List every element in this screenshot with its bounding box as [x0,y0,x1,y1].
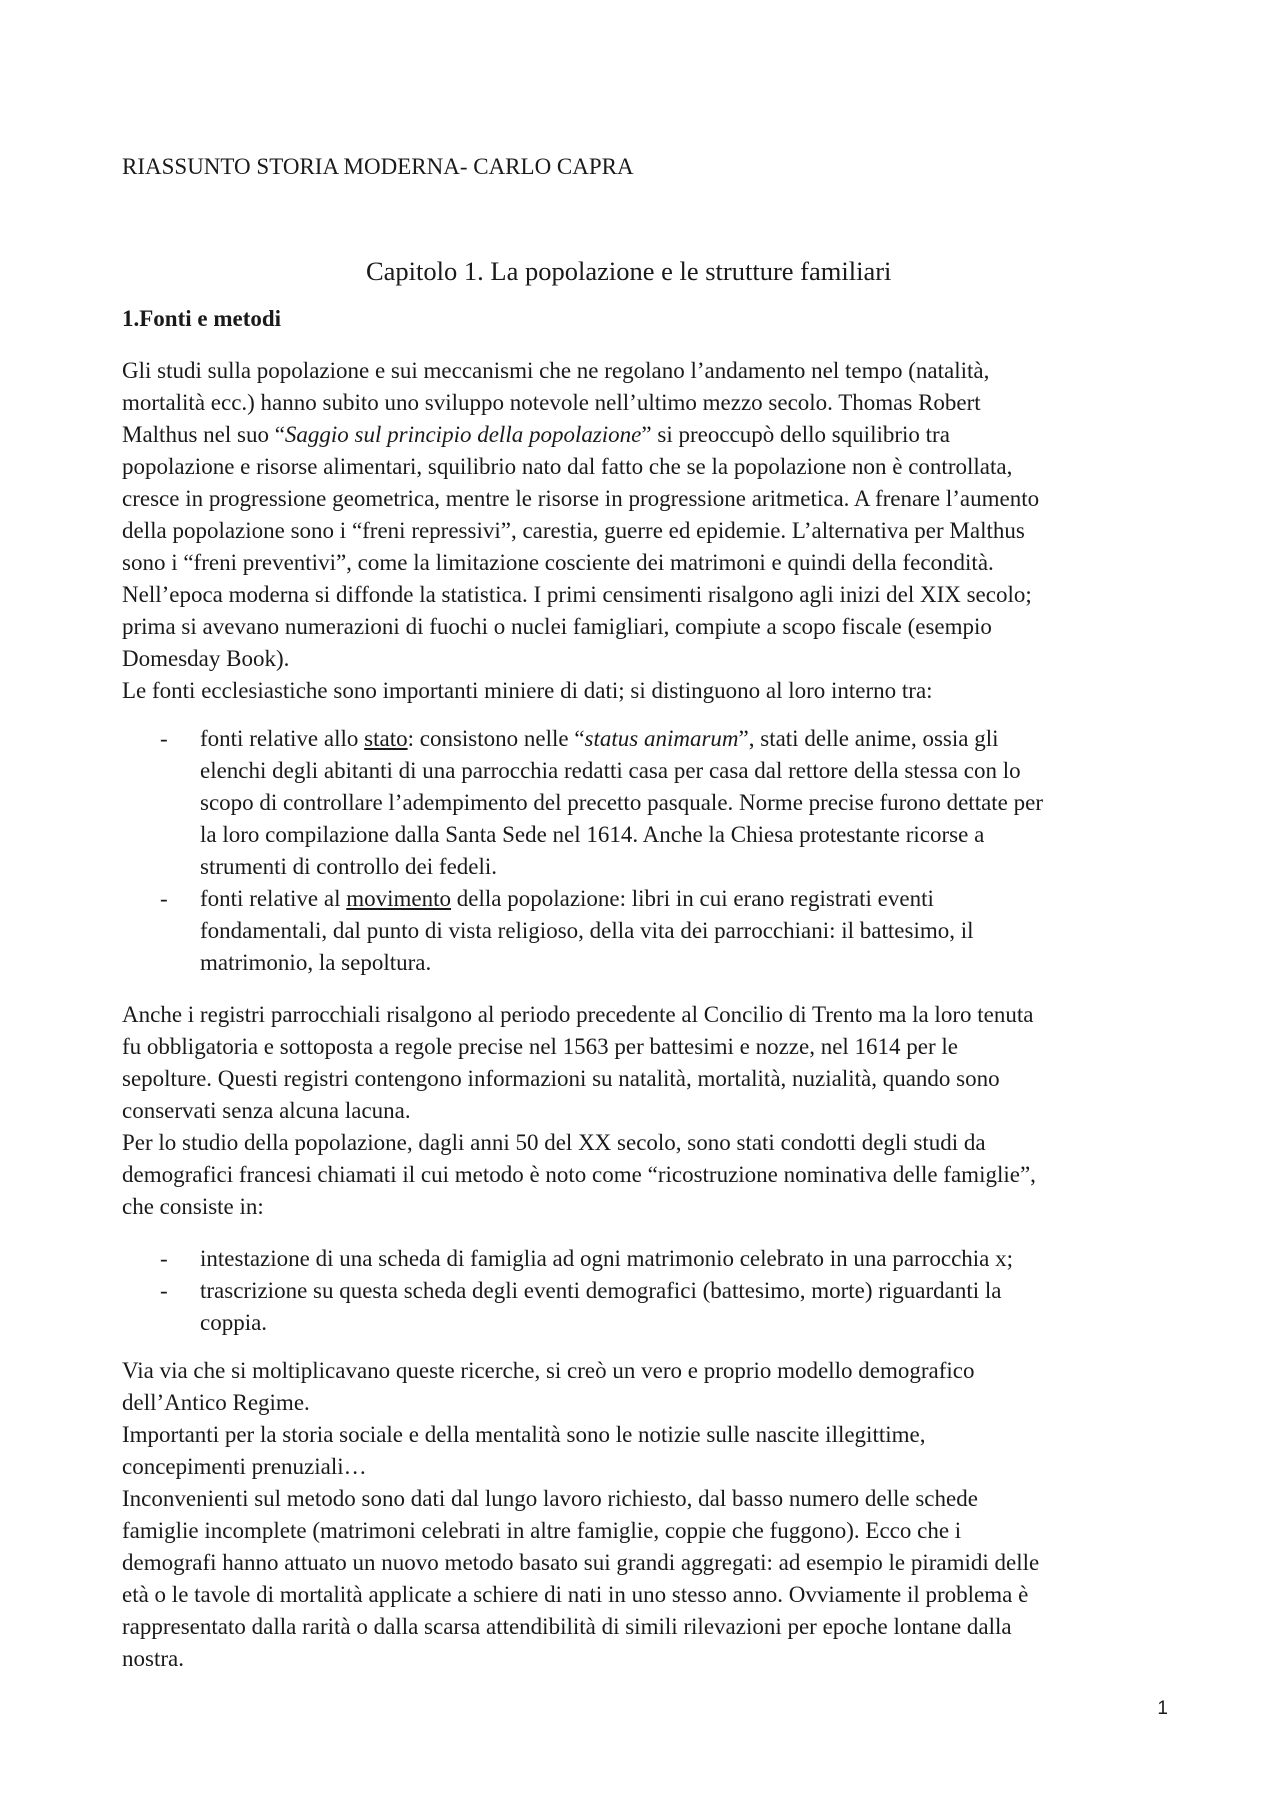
text-span: Malthus nel suo “ [122,422,285,447]
text-line: fondamentali, dal punto di vista religioso, della vita dei parrocchiani: il battesimo, il [200,918,974,943]
italic-term: status animarum [584,726,739,751]
text-line: prima si avevano numerazioni di fuochi o nuclei famigliari, compiute a scopo fiscale (esempio [122,614,992,639]
chapter-title: Capitolo 1. La popolazione e le strutture familiari [366,256,892,286]
text-line: conservati senza alcuna lacuna. [122,1098,411,1123]
text-line: nostra. [122,1646,184,1671]
text-span: : consistono nelle “ [407,726,585,751]
text-line: sepolture. Questi registri contengono informazioni su natalità, mortalità, nuzialità, quando sono [122,1066,1000,1091]
text-line: Inconvenienti sul metodo sono dati dal lungo lavoro richiesto, dal basso numero delle schede [122,1486,978,1511]
text-line: intestazione di una scheda di famiglia ad ogni matrimonio celebrato in una parrocchia x; [200,1246,1014,1271]
underlined-term: stato [364,726,408,751]
text-span: della popolazione: libri in cui erano registrati eventi [451,886,934,911]
text-line: Domesday Book). [122,646,290,671]
text-line: strumenti di controllo dei fedeli. [200,854,498,879]
list-item [122,883,1182,979]
text-line: mortalità ecc.) hanno subito uno sviluppo notevole nell’ultimo mezzo secolo. Thomas Robert [122,390,981,415]
text-line: età o le tavole di mortalità applicate a schiere di nati in uno stesso anno. Ovviamente il problema è [122,1582,1029,1607]
text-span: fonti relative al [200,886,347,911]
text-line: sono i “freni preventivi”, come la limitazione cosciente dei matrimoni e quindi della fecondità. [122,550,994,575]
underlined-term: movimento [346,886,452,911]
text-line [200,883,1182,915]
text-line: Gli studi sulla popolazione e sui meccanismi che ne regolano l’andamento nel tempo (natalità, [122,358,990,383]
document-title: RIASSUNTO STORIA MODERNA- CARLO CAPRA [122,154,634,179]
text-line: famiglie incomplete (matrimoni celebrati in altre famiglie, coppie che fuggono). Ecco che i [122,1518,962,1543]
text-line [122,419,1182,451]
text-span: ”, stati delle anime, ossia gli [738,726,999,751]
text-line: Per lo studio della popolazione, dagli anni 50 del XX secolo, sono stati condotti degli studi da [122,1130,986,1155]
text-line: coppia. [200,1310,268,1335]
text-line: la loro compilazione dalla Santa Sede nel 1614. Anche la Chiesa protestante ricorse a [200,822,985,847]
dash-bullet: - [160,726,168,751]
list-item [122,1275,1182,1339]
reconstruction-steps-list [122,1243,1182,1339]
ecclesiastical-sources-list [122,723,1182,979]
text-line: Le fonti ecclesiastiche sono importanti miniere di dati; si distinguono al loro interno tra: [122,678,933,703]
book-title-italic: Saggio sul principio della popolazione [284,422,642,447]
paragraph-parish-registers [122,999,1182,1223]
dash-bullet: - [160,1278,168,1303]
text-line: dell’Antico Regime. [122,1390,310,1415]
text-line: della popolazione sono i “freni repressivi”, carestia, guerre ed epidemie. L’alternativa per Malthus [122,518,1025,543]
text-line: Via via che si moltiplicavano queste ricerche, si creò un vero e proprio modello demografico [122,1358,975,1383]
text-line: fu obbligatoria e sottoposta a regole precise nel 1563 per battesimi e nozze, nel 1614 per le [122,1034,959,1059]
list-item [122,723,1182,883]
text-line: trascrizione su questa scheda degli eventi demografici (battesimo, morte) riguardanti la [200,1278,1002,1303]
text-line: scopo di controllare l’adempimento del precetto pasquale. Norme precise furono dettate per [200,790,1044,815]
section-heading: 1.Fonti e metodi [122,306,282,331]
paragraph-sources-intro [122,355,1182,707]
text-line: popolazione e risorse alimentari, squilibrio nato dal fatto che se la popolazione non è controllata, [122,454,1013,479]
text-line: elenchi degli abitanti di una parrocchia redatti casa per casa dal rettore della stessa con lo [200,758,1021,783]
text-span: fonti relative allo [200,726,365,751]
dash-bullet: - [160,886,168,911]
text-line: concepimenti prenuziali… [122,1454,367,1479]
text-line [200,723,1182,755]
text-line: matrimonio, la sepoltura. [200,950,432,975]
text-line: Nell’epoca moderna si diffonde la statistica. I primi censimenti risalgono agli inizi del XIX secolo; [122,582,1032,607]
text-line: Importanti per la storia sociale e della mentalità sono le notizie sulle nascite illegittime, [122,1422,926,1447]
page-number: 1 [1157,1698,1168,1719]
text-line: rappresentato dalla rarità o dalla scarsa attendibilità di simili rilevazioni per epoche lontane dalla [122,1614,1012,1639]
paragraph-demographic-model [122,1355,1182,1675]
text-span: ” si preoccupò dello squilibrio tra [641,422,950,447]
text-line: Anche i registri parrocchiali risalgono al periodo precedente al Concilio di Trento ma la loro tenuta [122,1002,1034,1027]
text-line: cresce in progressione geometrica, mentre le risorse in progressione aritmetica. A frenare l’aumento [122,486,1040,511]
text-line: demografi hanno attuato un nuovo metodo basato sui grandi aggregati: ad esempio le piramidi delle [122,1550,1040,1575]
text-line: demografici francesi chiamati il cui metodo è noto come “ricostruzione nominativa delle famiglie”, [122,1162,1036,1187]
text-line: che consiste in: [122,1194,264,1219]
dash-bullet: - [160,1246,168,1271]
list-item [122,1243,1182,1275]
